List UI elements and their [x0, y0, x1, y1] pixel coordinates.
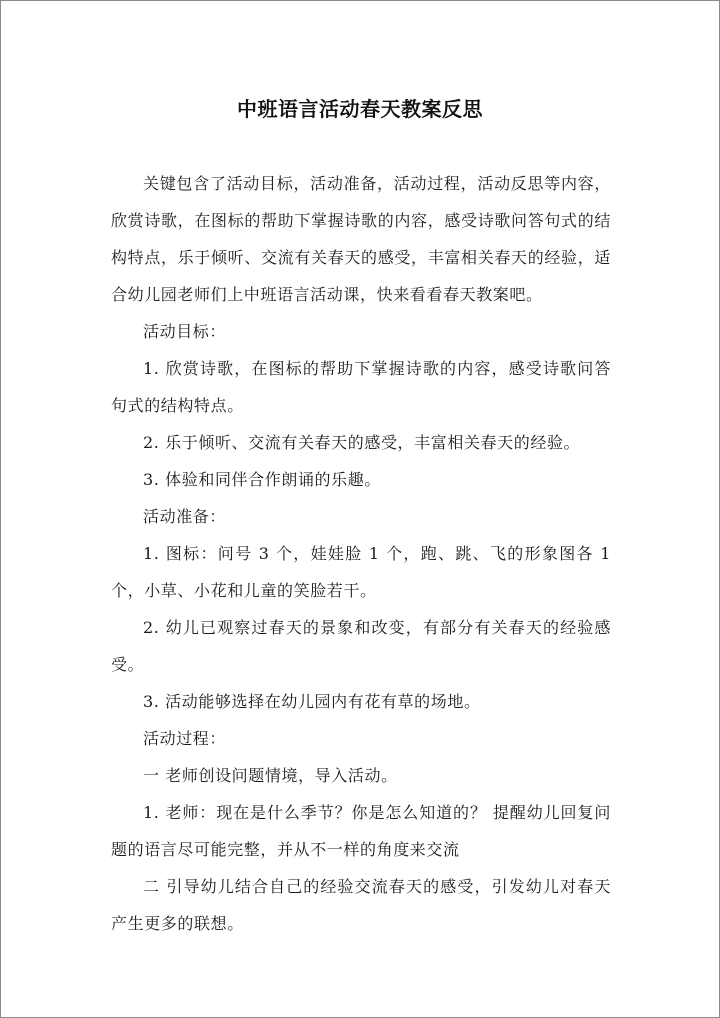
process-step: 二 引导幼儿结合自己的经验交流春天的感受，引发幼儿对春天产生更多的联想。 [111, 877, 611, 933]
goal-item: 3. 体验和同伴合作朗诵的乐趣。 [143, 470, 381, 489]
preparation-item: 1. 图标：问号 3 个，娃娃脸 1 个，跑、跳、飞的形象图各 1 个，小草、小花和儿童的笑脸若干。 [111, 544, 611, 600]
section-heading-process: 活动过程： [143, 729, 227, 748]
document-body [111, 165, 611, 942]
intro-paragraph: 关键包含了活动目标，活动准备，活动过程，活动反思等内容，欣赏诗歌，在图标的帮助下掌握诗歌的内容，感受诗歌问答句式的结构特点，乐于倾听、交流有关春天的感受，丰富相关春天的经验，适合幼儿园老师们上中班语言活动课，快来看看春天教案吧。 [111, 174, 611, 304]
process-step: 1. 老师：现在是什么季节？你是怎么知道的？ 提醒幼儿回复问题的语言尽可能完整，并从不一样的角度来交流 [111, 803, 611, 859]
preparation-item: 3. 活动能够选择在幼儿园内有花有草的场地。 [143, 692, 481, 711]
goal-item: 1. 欣赏诗歌，在图标的帮助下掌握诗歌的内容，感受诗歌问答句式的结构特点。 [111, 359, 611, 415]
document-title: 中班语言活动春天教案反思 [237, 97, 483, 121]
section-heading-preparation: 活动准备： [143, 507, 227, 526]
process-step: 一 老师创设问题情境，导入活动。 [143, 766, 398, 785]
preparation-item: 2. 幼儿已观察过春天的景象和改变，有部分有关春天的经验感受。 [111, 618, 611, 674]
section-heading-goals: 活动目标： [143, 322, 227, 341]
goal-item: 2. 乐于倾听、交流有关春天的感受，丰富相关春天的经验。 [143, 433, 581, 452]
